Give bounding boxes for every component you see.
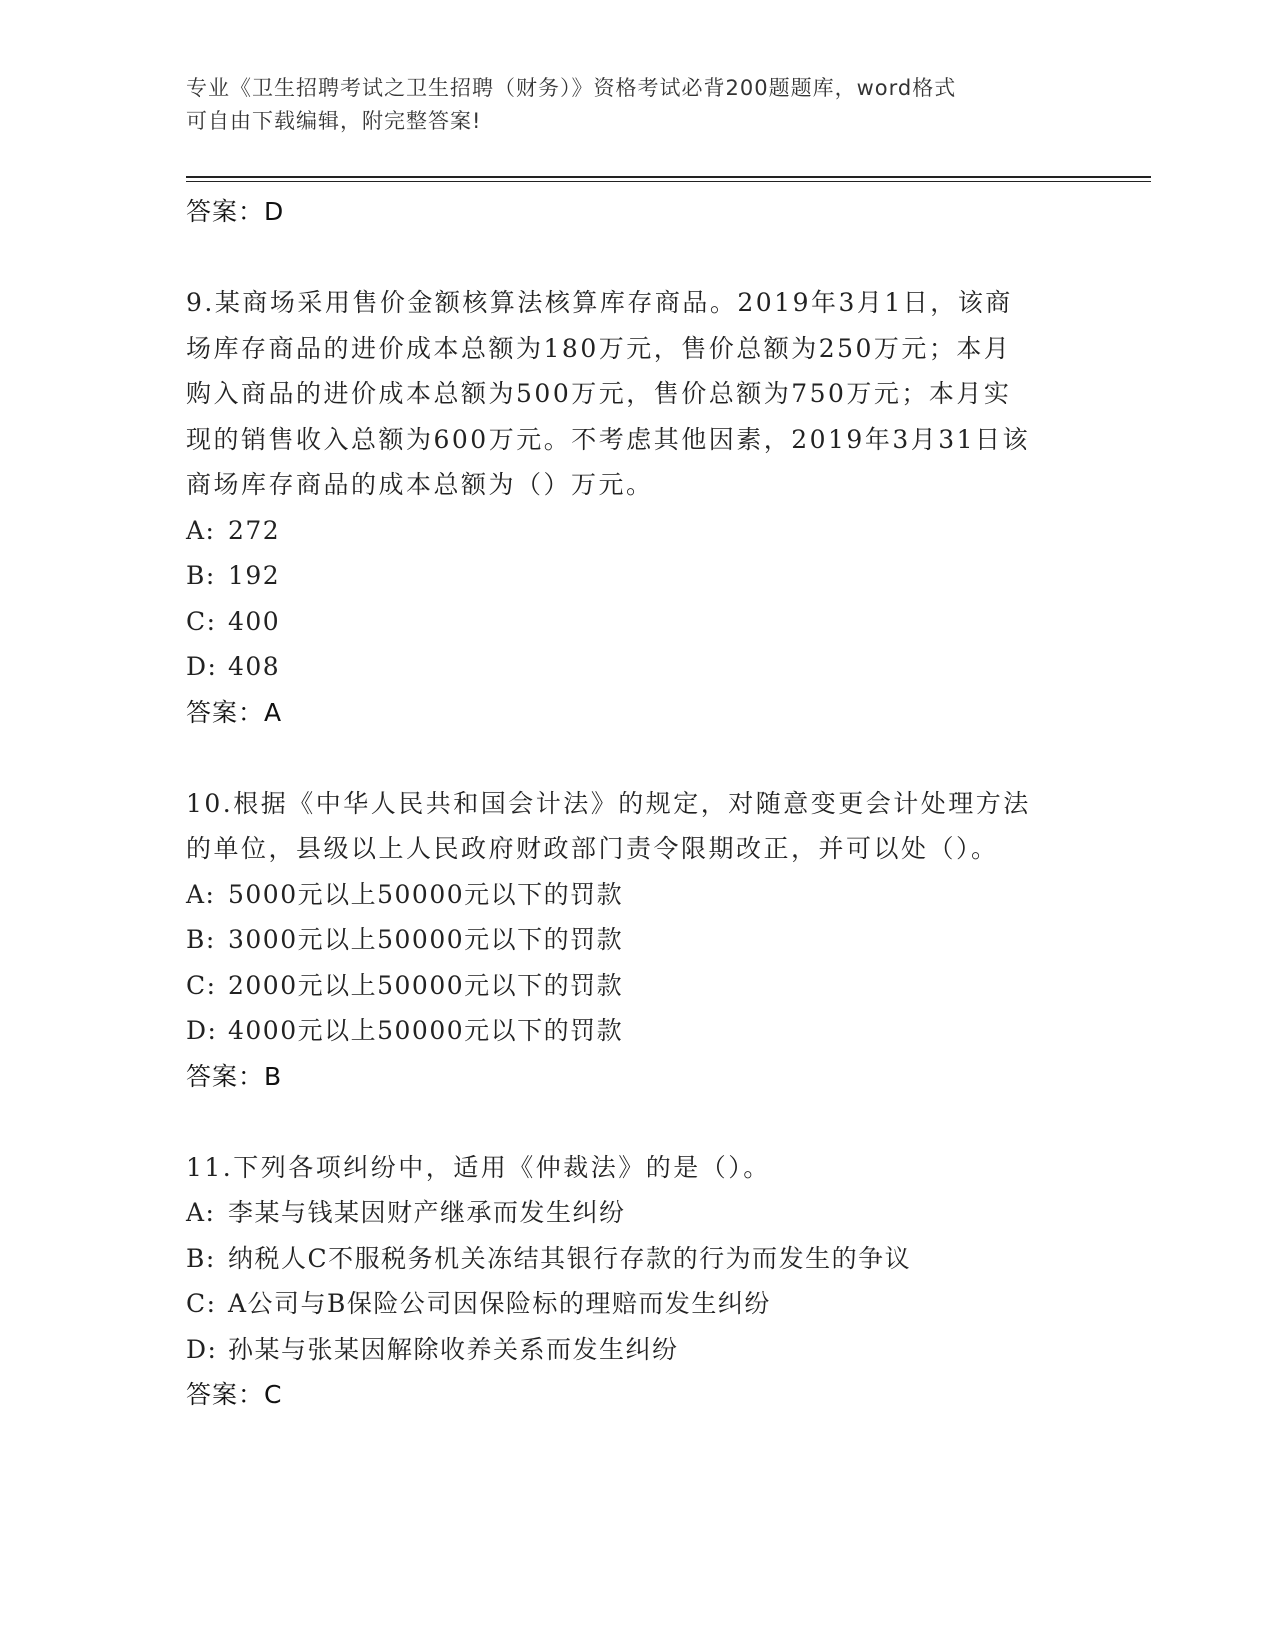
option-letter: D: bbox=[186, 1016, 218, 1045]
question-list bbox=[186, 189, 1086, 1417]
header-rule-thick bbox=[186, 176, 1151, 178]
question-line: 的单位，县级以上人民政府财政部门责令限期改正，并可以处（）。 bbox=[186, 834, 999, 863]
question-line: 9.某商场采用售价金额核算法核算库存商品。2019年3月1日，该商 bbox=[186, 288, 1013, 317]
option-c bbox=[186, 599, 1086, 645]
question-line: 现的销售收入总额为600万元。不考虑其他因素，2019年3月31日该 bbox=[186, 424, 1031, 454]
option-b bbox=[186, 917, 1086, 963]
option-letter: A: bbox=[186, 515, 216, 545]
question-text bbox=[186, 1145, 1086, 1191]
question-block-11 bbox=[186, 1145, 1086, 1418]
option-text: 3000元以上50000元以下的罚款 bbox=[228, 925, 624, 954]
question-line: 购入商品的进价成本总额为500万元，售价总额为750万元；本月实 bbox=[186, 379, 1012, 408]
spacer bbox=[186, 735, 1086, 781]
question-line: 10.根据《中华人民共和国会计法》的规定，对随意变更会计处理方法 bbox=[186, 788, 1031, 818]
option-text: 李某与钱某因财产继承而发生纠纷 bbox=[228, 1198, 626, 1227]
option-text: 272 bbox=[228, 515, 281, 545]
option-letter: A: bbox=[186, 879, 216, 909]
option-text: 408 bbox=[228, 652, 281, 681]
question-text bbox=[186, 781, 1086, 872]
option-letter: B: bbox=[186, 1243, 216, 1273]
option-letter: B: bbox=[186, 561, 216, 590]
question-line: 11.下列各项纠纷中，适用《仲裁法》的是（）。 bbox=[186, 1152, 771, 1182]
header-line-1: 专业《卫生招聘考试之卫生招聘（财务）》资格考试必背200题题库，word格式 bbox=[186, 76, 957, 100]
spacer bbox=[186, 1099, 1086, 1145]
option-a bbox=[186, 1190, 1086, 1236]
option-text: 5000元以上50000元以下的罚款 bbox=[228, 879, 624, 909]
question-block-9 bbox=[186, 280, 1086, 735]
previous-answer: 答案：D bbox=[186, 197, 285, 226]
option-letter: C: bbox=[186, 970, 217, 1000]
question-line: 商场库存商品的成本总额为（）万元。 bbox=[186, 470, 654, 499]
answer-line: 答案：A bbox=[186, 697, 283, 727]
option-d bbox=[186, 1327, 1086, 1373]
header-line-2: 可自由下载编辑，附完整答案! bbox=[186, 109, 482, 133]
question-text bbox=[186, 280, 1086, 508]
option-letter: C: bbox=[186, 1289, 217, 1318]
option-a bbox=[186, 508, 1086, 554]
option-c bbox=[186, 963, 1086, 1009]
spacer bbox=[186, 234, 1086, 280]
option-text: 4000元以上50000元以下的罚款 bbox=[228, 1016, 624, 1045]
option-a bbox=[186, 872, 1086, 918]
question-line: 场库存商品的进价成本总额为180万元，售价总额为250万元；本月 bbox=[186, 333, 1012, 363]
page-header bbox=[186, 72, 1066, 138]
option-letter: D: bbox=[186, 652, 218, 681]
option-text: 2000元以上50000元以下的罚款 bbox=[228, 970, 624, 1000]
option-text: 192 bbox=[228, 561, 281, 590]
option-text: 400 bbox=[228, 606, 281, 636]
option-text: A公司与B保险公司因保险标的理赔而发生纠纷 bbox=[228, 1289, 771, 1318]
answer-line: 答案：C bbox=[186, 1380, 283, 1409]
question-block-10 bbox=[186, 781, 1086, 1099]
option-text: 孙某与张某因解除收养关系而发生纠纷 bbox=[228, 1334, 679, 1364]
option-c bbox=[186, 1281, 1086, 1327]
answer-line: 答案：B bbox=[186, 1061, 283, 1091]
option-b bbox=[186, 1236, 1086, 1282]
option-letter: D: bbox=[186, 1334, 218, 1364]
option-b bbox=[186, 553, 1086, 599]
option-d bbox=[186, 1008, 1086, 1054]
option-letter: B: bbox=[186, 925, 216, 954]
option-text: 纳税人C不服税务机关冻结其银行存款的行为而发生的争议 bbox=[228, 1243, 912, 1273]
option-letter: C: bbox=[186, 606, 217, 636]
header-rule-thin bbox=[186, 181, 1151, 182]
option-d bbox=[186, 644, 1086, 690]
option-letter: A: bbox=[186, 1198, 216, 1227]
